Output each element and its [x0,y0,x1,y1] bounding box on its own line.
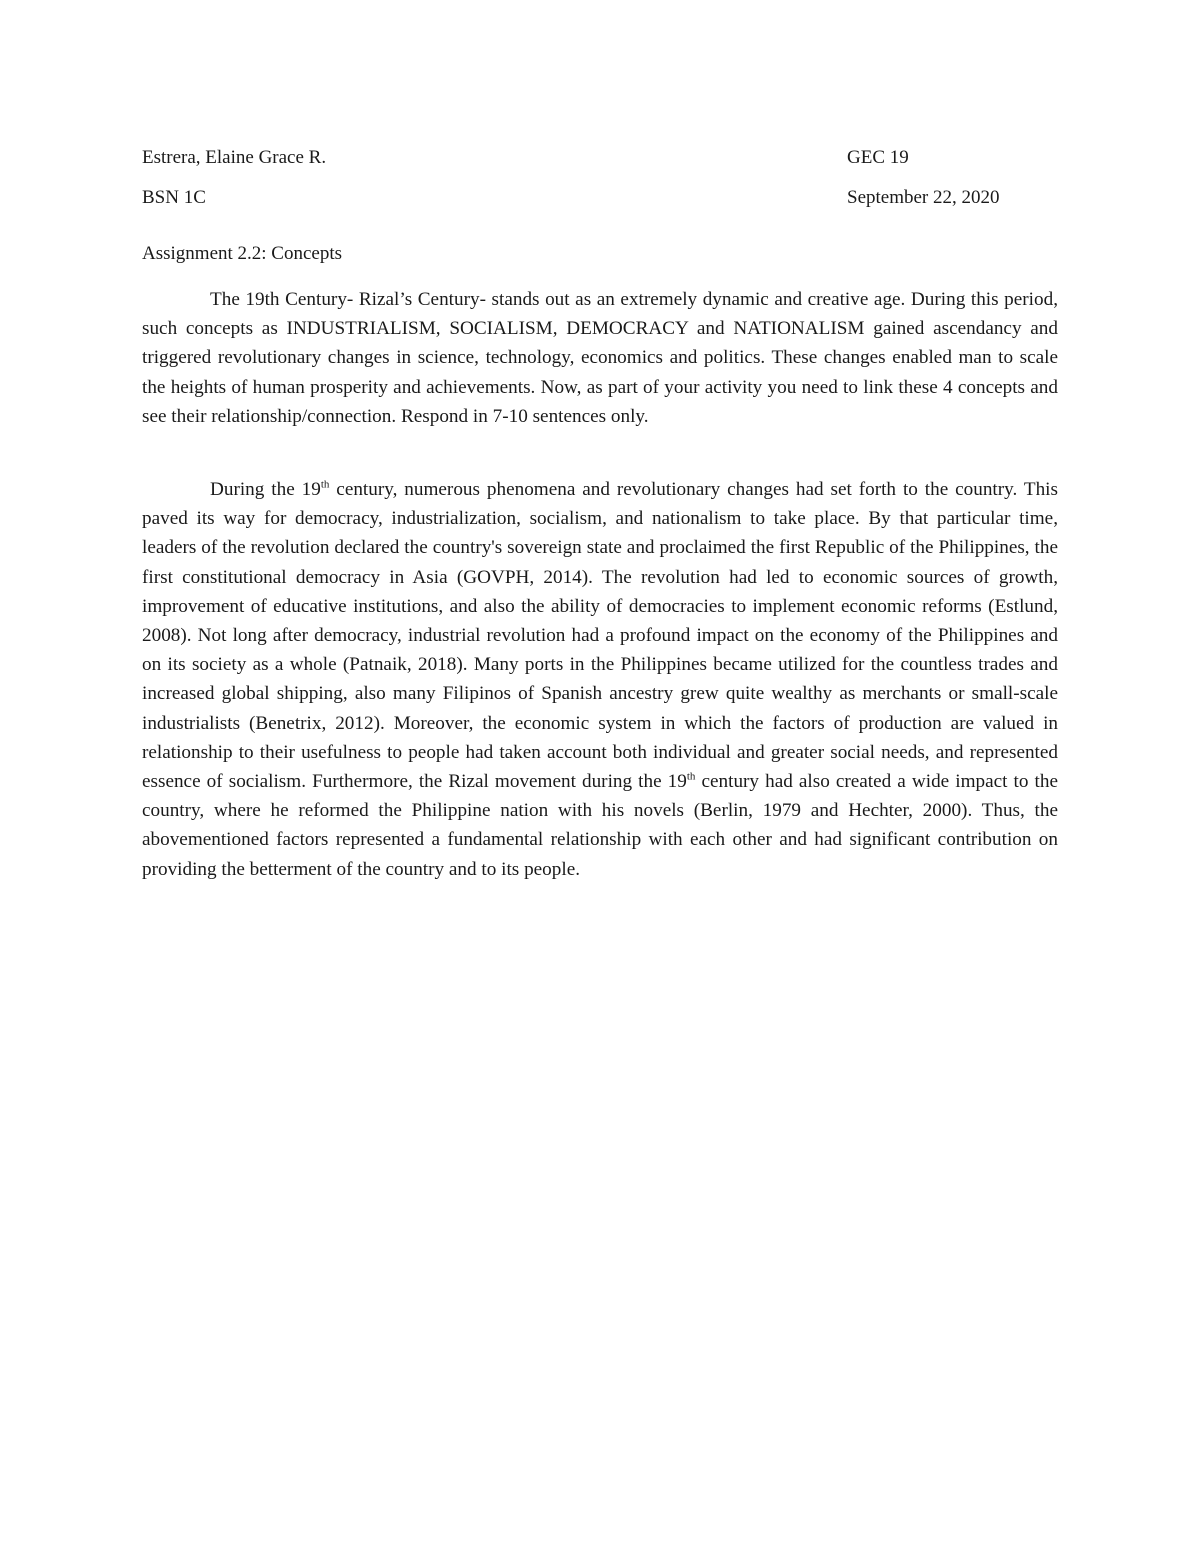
response-text-1: During the 19 [210,479,321,500]
course-code: GEC 19 [847,147,909,168]
response-text-2: century, numerous phenomena and revolutionary changes had set forth to the country. This paved its way for democracy, industrialization, socialism, and nationalism to take place. By that particular time, leaders of the revolution declared the country's sovereign state and proclaimed the first Republic of the Philippines, the first constitutional democracy in Asia (GOVPH, 2014). The revolution had led to economic sources of growth, improvement of educative institutions, and also the ability of democracies to implement economic reforms (Estlund, 2008). Not long after democracy, industrial revolution had a profound impact on the economy of the Philippines and on its society as a whole (Patnaik, 2018). Many ports in the Philippines became utilized for the countless trades and increased global shipping, also many Filipinos of Spanish ancestry grew quite wealthy as merchants or small-scale industrialists (Benetrix, 2012). Moreover, the economic system in which the factors of production are valued in relationship to their usefulness to people had taken account both individual and greater social needs, and represented essence of socialism. Furthermore, the Rizal movement during the 19 [142,479,1058,793]
response-paragraph [142,475,1058,884]
superscript-th-2: th [686,770,696,783]
response-text-3: century had also created a wide impact to the country, where he reformed the Philippine nation with his novels (Berlin, 1979 and Hechter, 2000). Thus, the abovementioned factors represented a fundamental relationship with each other and had significant contribution on providing the betterment of the country and to its people. [142,771,1058,880]
assignment-title: Assignment 2.2: Concepts [142,243,343,264]
student-name: Estrera, Elaine Grace R. [142,147,327,168]
date: September 22, 2020 [847,187,1000,208]
prompt-paragraph: The 19th Century- Rizal’s Century- stands out as an extremely dynamic and creative age. During this period, such concepts as INDUSTRIALISM, SOCIALISM, DEMOCRACY and NATIONALISM gained ascendancy and triggered revolutionary changes in science, technology, economics and politics. These changes enabled man to scale the heights of human prosperity and achievements. Now, as part of your activity you need to link these 4 concepts and see their relationship/connection. Respond in 7-10 sentences only. [142,289,1058,427]
superscript-th-1: th [320,478,330,491]
section: BSN 1C [142,187,206,208]
